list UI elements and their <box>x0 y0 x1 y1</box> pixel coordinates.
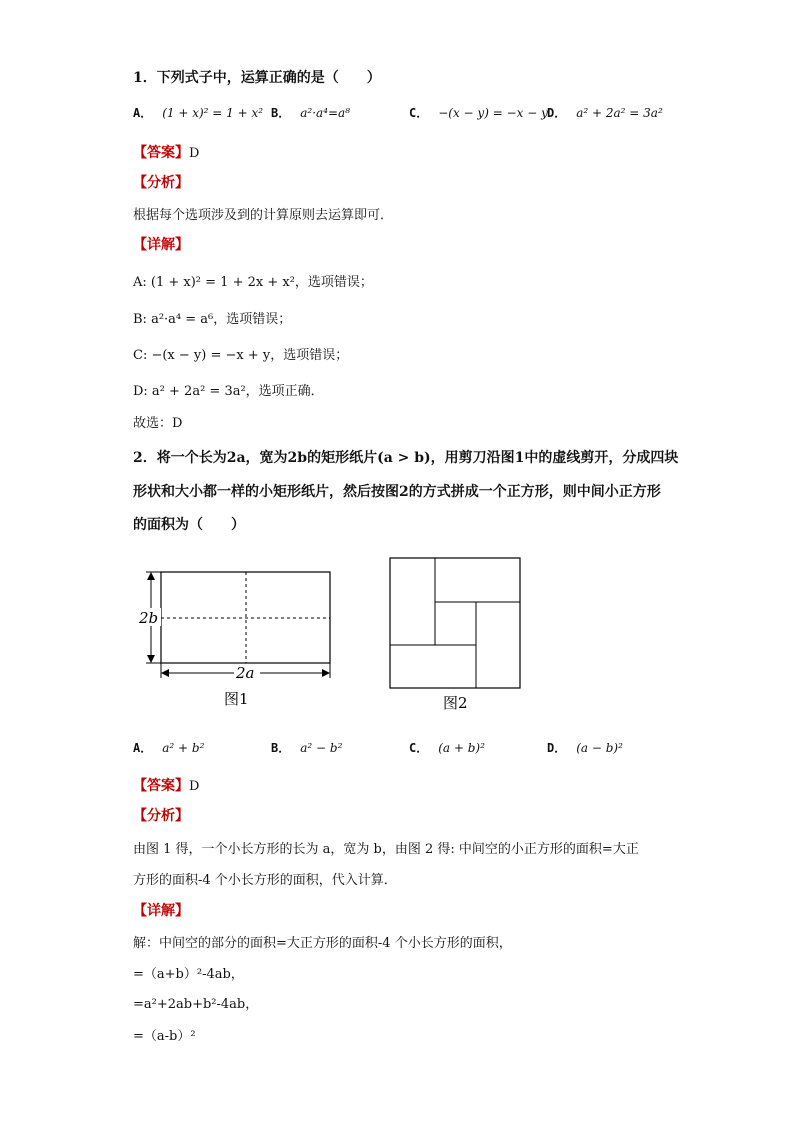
figure-1-height-label: 2b <box>139 609 159 627</box>
q2-analysis-tag: 【分析】 <box>133 808 189 824</box>
option-expr: −(x − y) = −x − y <box>438 106 548 120</box>
q2-detail-tag: 【详解】 <box>133 903 189 919</box>
q2-analysis-line-2: 方形的面积-4 个小长方形的面积，代入计算． <box>133 873 397 888</box>
q1-answer <box>133 142 199 162</box>
option-letter: A． <box>133 106 153 120</box>
q2-option-c <box>409 739 485 756</box>
option-letter: C． <box>409 741 429 755</box>
q2-option-b <box>271 739 342 756</box>
answer-value: D <box>189 779 200 794</box>
option-expr: a² + b² <box>162 741 205 755</box>
question-1-stem: 1．下列式子中，运算正确的是（ ） <box>133 70 381 86</box>
figure-1 <box>135 560 345 710</box>
option-expr: (1 + x)² = 1 + x² <box>162 106 264 120</box>
figure-2-square <box>390 558 520 688</box>
option-letter: B． <box>271 741 291 755</box>
q2-detail-4: =（a-b）² <box>133 1029 196 1044</box>
q2-option-d <box>547 739 623 756</box>
q1-detail-tag: 【详解】 <box>133 237 189 253</box>
arrow-right-icon <box>322 669 330 677</box>
option-letter: A． <box>133 741 153 755</box>
q1-analysis-tag: 【分析】 <box>133 175 189 191</box>
q1-option-c <box>409 104 548 121</box>
question-2-stem-line-1: 2．将一个长为2a，宽为2b的矩形纸片(a > b)，用剪刀沿图1中的虚线剪开，分成四块 <box>133 450 679 466</box>
q1-detail-b: B: a²·a⁴ = a⁶，选项错误； <box>133 312 292 327</box>
option-letter: C． <box>409 106 429 120</box>
arrow-left-icon <box>161 669 169 677</box>
q1-detail-c: C: −(x − y) = −x + y，选项错误； <box>133 348 349 363</box>
option-expr: a² − b² <box>300 741 343 755</box>
figure-2-caption: 图2 <box>443 694 468 712</box>
option-letter: D． <box>547 741 567 755</box>
q1-analysis: 根据每个选项涉及到的计算原则去运算即可． <box>133 208 394 223</box>
option-expr: (a − b)² <box>576 741 623 755</box>
figure-2-center-square <box>435 602 476 645</box>
option-expr: a² + 2a² = 3a² <box>576 106 663 120</box>
figure-1-width-label: 2a <box>236 664 255 682</box>
option-expr: (a + b)² <box>438 741 485 755</box>
q1-conclusion: 故选：D <box>133 416 183 431</box>
q2-analysis-line-1: 由图 1 得，一个小长方形的长为 a，宽为 b，由图 2 得: 中间空的小正方形的面积=大正 <box>133 842 639 857</box>
figure-2 <box>380 550 530 720</box>
q2-option-a <box>133 739 204 756</box>
q2-detail-1: 解：中间空的部分的面积=大正方形的面积-4 个小长方形的面积， <box>133 936 512 951</box>
q2-answer <box>133 775 199 795</box>
q1-option-d <box>547 104 663 121</box>
option-expr: a²·a⁴=a⁸ <box>300 106 350 120</box>
question-2-stem-line-3: 的面积为（ ） <box>133 517 245 533</box>
q2-detail-3: =a²+2ab+b²-4ab， <box>133 997 259 1012</box>
q1-detail-a: A: (1 + x)² = 1 + 2x + x²，选项错误； <box>133 275 373 290</box>
option-letter: B． <box>271 106 291 120</box>
arrow-down-icon <box>147 655 155 663</box>
q1-detail-d: D: a² + 2a² = 3a²，选项正确． <box>133 384 324 399</box>
q2-detail-2: =（a+b）²-4ab， <box>133 967 244 982</box>
answer-value: D <box>189 146 200 161</box>
question-2-stem-line-2: 形状和大小都一样的小矩形纸片，然后按图2的方式拼成一个正方形，则中间小正方形 <box>133 484 661 500</box>
q1-option-b <box>271 104 350 121</box>
arrow-up-icon <box>147 572 155 580</box>
q1-option-a <box>133 104 263 121</box>
option-letter: D． <box>547 106 567 120</box>
answer-tag: 【答案】 <box>133 778 189 794</box>
figure-1-caption: 图1 <box>224 690 249 708</box>
answer-tag: 【答案】 <box>133 145 189 161</box>
